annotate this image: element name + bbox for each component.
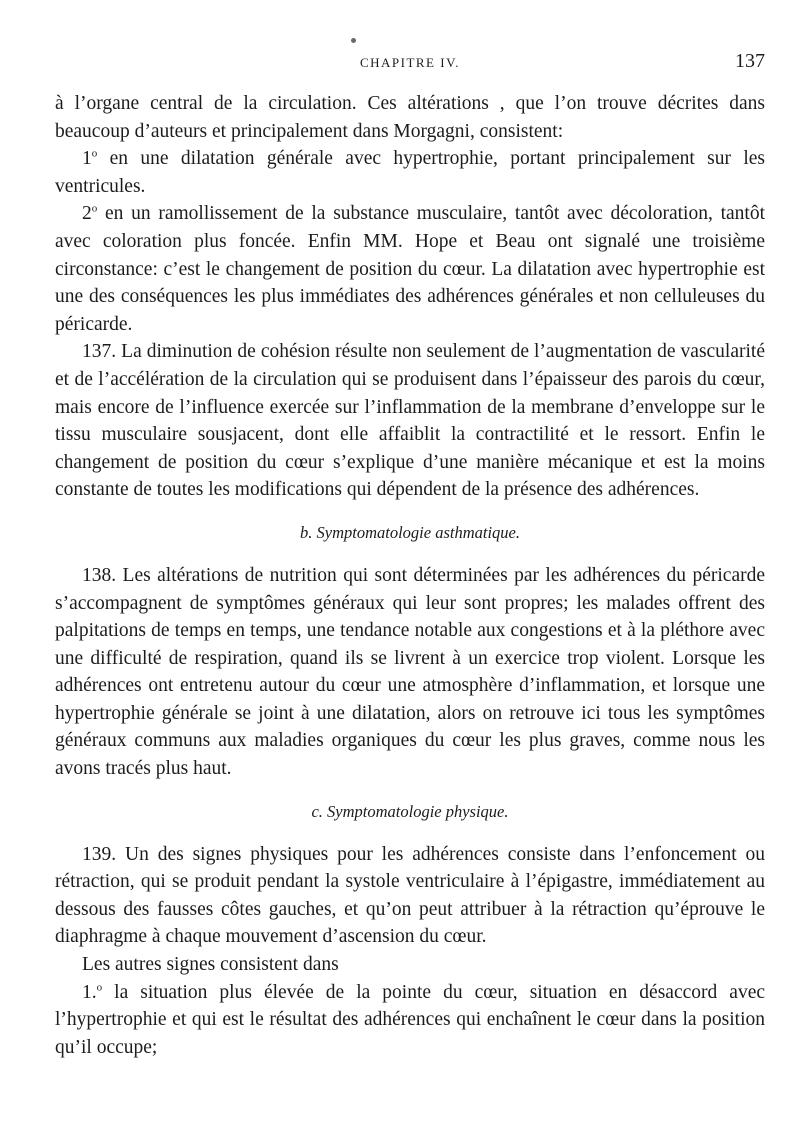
list-number: 1: [82, 148, 92, 170]
ordinal-mark: o: [91, 202, 98, 215]
paragraph-intro: à l’organe central de la circulation. Ces altérations , que l’on trouve décrites dans beaucoup d’auteurs et principalement dans Morgagni, consistent:: [55, 93, 765, 142]
paragraph-138: 138. Les altérations de nutrition qui sont déterminées par les adhérences du péricarde s’accompagnent de symptômes généraux qui leur sont propres; les malades offrent des palpitations de temps en temps, une tendance notable aux congestions et à la pléthore avec une difficulté de respiration, quand ils se livrent à un exercice trop violent. Lorsque les adhérences ont entretenu autour du cœur une atmosphère d’inflammation, et lorsque une hypertrophie générale se joint à une dilatation, alors on retrouve ici tous les symptômes généraux communs aux maladies organiques du cœur les plus graves, comme nous les avons tracés plus haut.: [55, 564, 765, 780]
list-item-text: la situation plus élevée de la pointe du cœur, situation en désaccord avec l’hypertrophie et qui est le résultat des adhérences qui enchaînent le cœur dans la position qu’il occupe;: [55, 981, 765, 1058]
book-page: [55, 0, 765, 1135]
paragraph-autres: Les autres signes consistent dans: [82, 954, 339, 976]
body-text: [55, 90, 765, 1061]
ink-speck: [351, 38, 356, 43]
list-item-3: [55, 979, 765, 1062]
list-item-1: [55, 145, 765, 200]
paragraph-139: 139. Un des signes physiques pour les adhérences consiste dans l’enfoncement ou rétraction, qui se produit pendant la systole ventriculaire à l’épigastre, immédiatement au dessous des fausses côtes gauches, et qu’on peut attribuer à la rétraction qu’éprouve le diaphragme à chaque mouvement d’ascension du cœur.: [55, 843, 765, 948]
running-head: CHAPITRE IV.: [359, 55, 461, 70]
list-item-text: en un ramollissement de la substance musculaire, tantôt avec décoloration, tantôt avec coloration plus foncée. Enfin MM. Hope et Beau ont signalé une troisième circonstance: c’est le changement de position du cœur. La dilatation avec hypertrophie est une des conséquences les plus immédiates des adhérences générales et non celluleuses du péricarde.: [55, 203, 765, 335]
list-item-text: en une dilatation générale avec hypertrophie, portant principalement sur les ventricules.: [55, 148, 765, 197]
ordinal-mark: o: [96, 981, 103, 994]
list-number: 2: [82, 203, 92, 225]
list-item-2: [55, 200, 765, 338]
paragraph-137: 137. La diminution de cohésion résulte non seulement de l’augmentation de vascularité et de l’accélération de la circulation qui se produisent dans l’épaisseur des parois du cœur, mais encore de l’influence exercée sur l’inflammation de la membrane d’enveloppe sur le tissu musculaire sousjacent, dont elle affaiblit la contractilité et le ressort. Enfin le changement de position du cœur s’explique d’une manière mécanique et est la moins constante de toutes les modifications qui dépendent de la présence des adhérences.: [55, 341, 765, 501]
page-number: 137: [735, 50, 765, 72]
ordinal-mark: o: [91, 147, 98, 160]
list-number: 1.: [82, 981, 97, 1003]
page-header: [55, 50, 765, 74]
section-heading-c: c. Symptomatologie physique.: [311, 801, 509, 821]
section-heading-b: b. Symptomatologie asthmatique.: [300, 522, 520, 542]
